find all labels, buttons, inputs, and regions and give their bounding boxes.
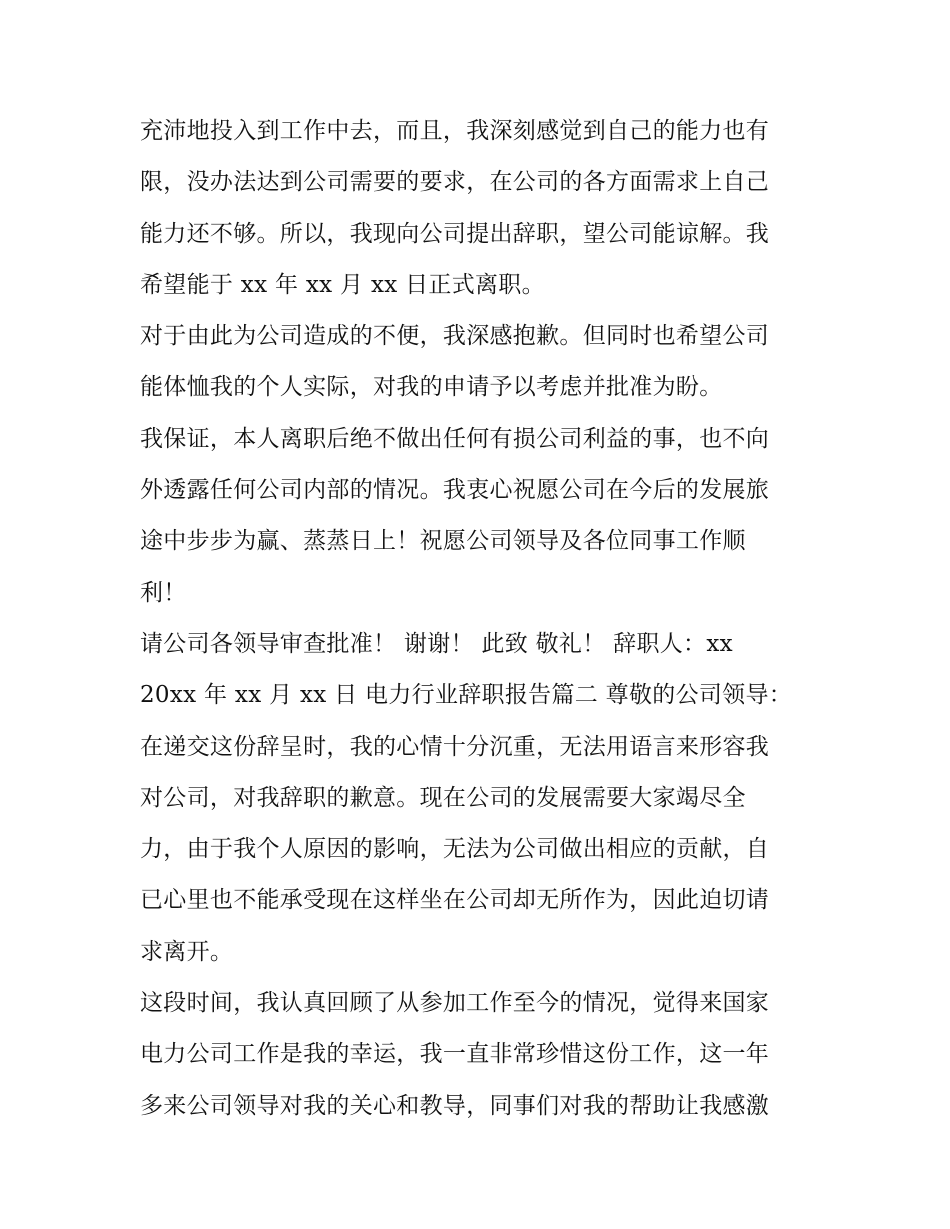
text-line: 多来公司领导对我的关心和教导，同事们对我的帮助让我感激 [140, 1092, 770, 1119]
text-line: 请公司各领导审查批准！ 谢谢！ 此致 敬礼！ 辞职人：xx [140, 630, 733, 657]
text-line: 充沛地投入到工作中去，而且，我深刻感觉到自己的能力也有 [140, 118, 770, 144]
text-line: 途中步步为赢、蒸蒸日上！祝愿公司领导及各位同事工作顺 [140, 528, 746, 555]
text-line: 对于由此为公司造成的不便，我深感抱歉。但同时也希望公司 [140, 323, 770, 350]
text-line: 我保证，本人离职后绝不做出任何有损公司利益的事，也不向 [140, 425, 770, 452]
text-line: 能体恤我的个人实际，对我的申请予以考虑并批准为盼。 [140, 374, 723, 401]
text-line: 已心里也不能承受现在这样坐在公司却无所作为，因此迫切请 [140, 887, 770, 914]
text-line: 对公司，对我辞职的歉意。现在公司的发展需要大家竭尽全 [140, 784, 746, 811]
text-line: 外透露任何公司内部的情况。我衷心祝愿公司在今后的发展旅 [140, 477, 770, 504]
text-line: 电力公司工作是我的幸运，我一直非常珍惜这份工作，这一年 [140, 1041, 770, 1068]
text-line: 能力还不够。所以，我现向公司提出辞职，望公司能谅解。我 [140, 220, 770, 247]
text-line: 在递交这份辞呈时，我的心情十分沉重，无法用语言来形容我 [140, 733, 770, 760]
text-line: 限，没办法达到公司需要的要求，在公司的各方面需求上自己 [140, 169, 770, 196]
text-line: 力，由于我个人原因的影响，无法为公司做出相应的贡献，自 [140, 836, 770, 863]
text-line: 利！ [140, 579, 187, 606]
document-body [140, 106, 820, 1132]
text-line: 希望能于 xx 年 xx 月 xx 日正式离职。 [140, 271, 545, 298]
text-line: 求离开。 [140, 938, 234, 965]
text-line: 这段时间，我认真回顾了从参加工作至今的情况，觉得来国家 [140, 990, 770, 1017]
text-line: 20xx 年 xx 月 xx 日 电力行业辞职报告篇二 尊敬的公司领导： [140, 682, 793, 709]
